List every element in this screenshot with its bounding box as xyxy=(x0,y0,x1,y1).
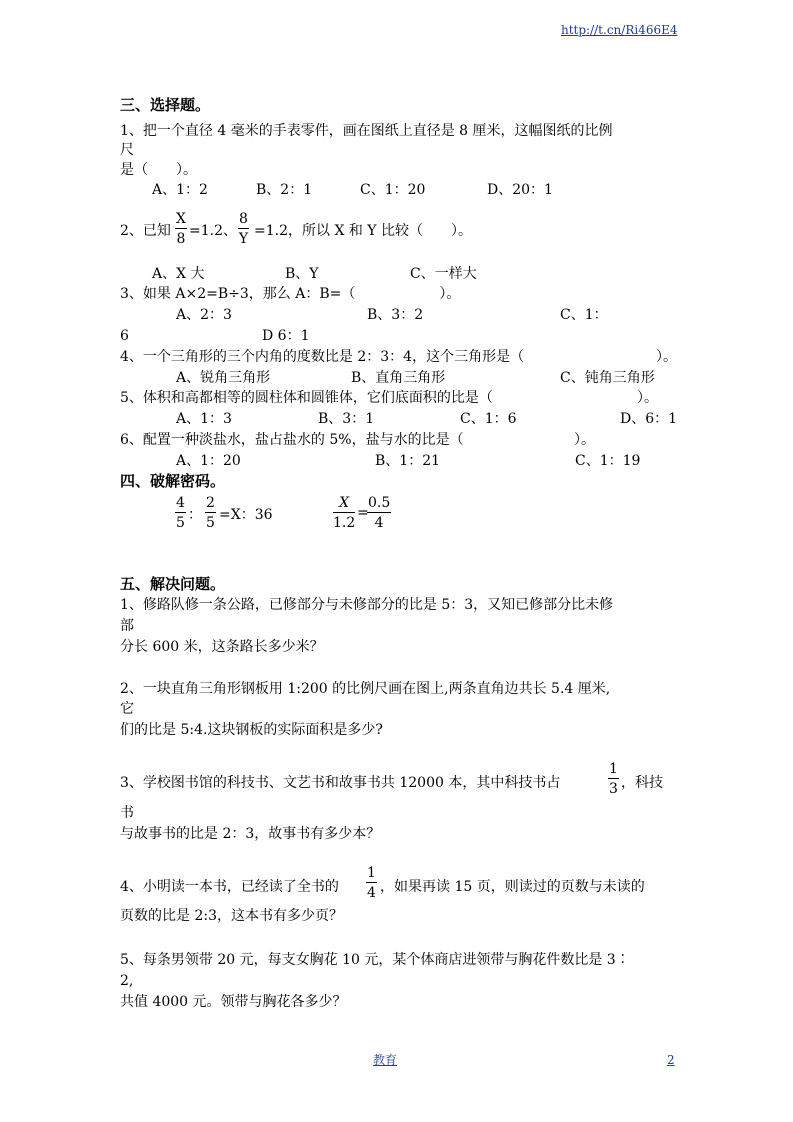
q1-option-a: A、1：2 xyxy=(152,182,208,198)
q3-line1: 3、如果 A×2=B÷3，那么 A：B=（ ）。 xyxy=(120,286,461,302)
q1-line1: 1、把一个直径 4 毫米的手表零件，画在图纸上直径是 8 厘米，这幅图纸的比例 xyxy=(120,123,613,139)
p3-fraction-denominator: 3 xyxy=(609,781,618,797)
e1-fraction1-numerator: 4 xyxy=(176,495,185,511)
q2-mid: =1.2、 xyxy=(189,223,237,239)
e2-fraction1-denominator: 1.2 xyxy=(333,515,356,531)
p5-line2: 2, xyxy=(120,973,134,989)
p2-line1: 2、一块直角三角形钢板用 1:200 的比例尺画在图上,两条直角边共长 5.4 厘米, xyxy=(120,681,611,697)
q3-option-c-cont: 6 xyxy=(120,328,129,344)
q5-option-d: D、6：1 xyxy=(620,411,678,427)
q2-fraction-x-over-8 xyxy=(175,212,187,246)
q2-option-a: A、X 大 xyxy=(152,266,205,282)
footer-center-link[interactable]: 教育 xyxy=(373,1053,398,1067)
p4-line1: 4、小明读一本书，已经读了全书的 xyxy=(120,879,339,895)
q3-option-c: C、1： xyxy=(560,307,608,323)
q2-prefix: 2、已知 xyxy=(120,223,171,239)
q2-fraction2-numerator: 8 xyxy=(239,211,248,227)
q6-option-a: A、1：20 xyxy=(176,453,241,469)
p3-fraction-numerator: 1 xyxy=(609,761,618,777)
e2-fraction1-numerator: X xyxy=(333,496,355,513)
q4-line1-end: ）。 xyxy=(656,349,677,365)
p3-fraction-1-over-3 xyxy=(608,762,619,796)
q6-option-c: C、1：19 xyxy=(575,453,641,469)
q2-option-b: B、Y xyxy=(285,266,319,282)
p3-line2: 书 xyxy=(120,805,134,821)
q2-fraction-8-over-y xyxy=(238,212,249,246)
q4-option-b: B、直角三角形 xyxy=(351,370,446,386)
e1-fraction-2-over-5 xyxy=(205,496,216,530)
section5-title: 五、解决问题。 xyxy=(120,575,226,593)
p3-line1: 3、学校图书馆的科技书、文艺书和故事书共 12000 本，其中科技书占 xyxy=(120,775,561,791)
q1-option-d: D、20：1 xyxy=(487,182,553,198)
q3-option-a: A、2：3 xyxy=(176,307,232,323)
q2-post: =1.2，所以 X 和 Y 比较（ ）。 xyxy=(254,223,473,239)
p1-line3: 分长 600 米，这条路长多少米？ xyxy=(120,639,324,655)
p4-fraction-denominator: 4 xyxy=(367,885,376,901)
q3-option-d: D 6：1 xyxy=(262,328,310,344)
p5-line1: 5、每条男领带 20 元，每支女胸花 10 元，某个体商店进领带与胸花件数比是 3∶ xyxy=(120,952,630,968)
e1-fraction2-denominator: 5 xyxy=(206,515,215,531)
q2-fraction1-denominator: 8 xyxy=(176,231,186,247)
p1-line2: 部 xyxy=(120,618,134,634)
e2-fraction-x-over-1.2 xyxy=(333,496,355,530)
p4-fraction-1-over-4 xyxy=(366,866,377,900)
q2-fraction2-denominator: Y xyxy=(238,231,249,247)
section3-title: 三、选择题。 xyxy=(120,96,211,114)
q4-option-a: A、锐角三角形 xyxy=(176,370,271,386)
page-number: 2 xyxy=(667,1053,675,1067)
q5-line1-end: ）。 xyxy=(637,390,658,406)
q5-option-c: C、1：6 xyxy=(460,411,517,427)
q6-line1: 6、配置一种淡盐水，盐占盐水的 5%，盐与水的比是（ xyxy=(120,432,464,448)
header-url-link[interactable]: http://t.cn/Ri466E4 xyxy=(561,23,678,37)
e1-fraction-4-over-5 xyxy=(175,496,186,530)
p3-line1-end: ，科技 xyxy=(621,775,663,791)
p3-line3: 与故事书的比是 2：3，故事书有多少本？ xyxy=(120,826,381,842)
p2-line3: 们的比是 5:4.这块钢板的实际面积是多少? xyxy=(120,722,383,738)
p4-line2: 页数的比是 2:3，这本书有多少页？ xyxy=(120,908,343,924)
e2-fraction-0.5-over-4 xyxy=(367,496,391,530)
q2-option-c: C、一样大 xyxy=(410,266,477,282)
e2-fraction2-denominator: 4 xyxy=(374,515,384,531)
q4-line1: 4、一个三角形的三个内角的度数比是 2：3：4，这个三角形是（ xyxy=(120,349,525,365)
e1-colon: ： xyxy=(188,507,202,523)
q1-option-c: C、1：20 xyxy=(360,182,426,198)
p4-line1-end: ，如果再读 15 页，则读过的页数与未读的 xyxy=(380,879,645,895)
q5-option-b: B、3：1 xyxy=(318,411,375,427)
e1-fraction2-numerator: 2 xyxy=(206,495,215,511)
q1-option-b: B、2：1 xyxy=(256,182,313,198)
q4-option-c: C、钝角三角形 xyxy=(560,370,655,386)
q3-option-b: B、3：2 xyxy=(367,307,424,323)
e1-rest: =X：36 xyxy=(219,507,273,523)
p2-line2: 它 xyxy=(120,701,134,717)
q6-line1-end: ）。 xyxy=(574,432,595,448)
p1-line1: 1、修路队修一条公路，已修部分与未修部分的比是 5：3，又知已修部分比未修 xyxy=(120,597,614,613)
q1-line3: 是（ ）。 xyxy=(120,162,197,178)
e1-fraction1-denominator: 5 xyxy=(176,515,185,531)
q5-option-a: A、1：3 xyxy=(176,411,232,427)
e2-fraction2-numerator: 0.5 xyxy=(368,495,391,511)
p5-line3: 共值 4000 元。领带与胸花各多少？ xyxy=(120,994,347,1010)
p4-fraction-numerator: 1 xyxy=(367,865,376,881)
q6-option-b: B、1：21 xyxy=(375,453,441,469)
e2-equals: = xyxy=(357,505,369,521)
q2-fraction1-numerator: X xyxy=(176,211,186,227)
q1-line2: 尺 xyxy=(120,142,134,158)
section4-title: 四、破解密码。 xyxy=(120,472,226,490)
q5-line1: 5、体积和高都相等的圆柱体和圆锥体，它们底面积的比是（ xyxy=(120,390,493,406)
